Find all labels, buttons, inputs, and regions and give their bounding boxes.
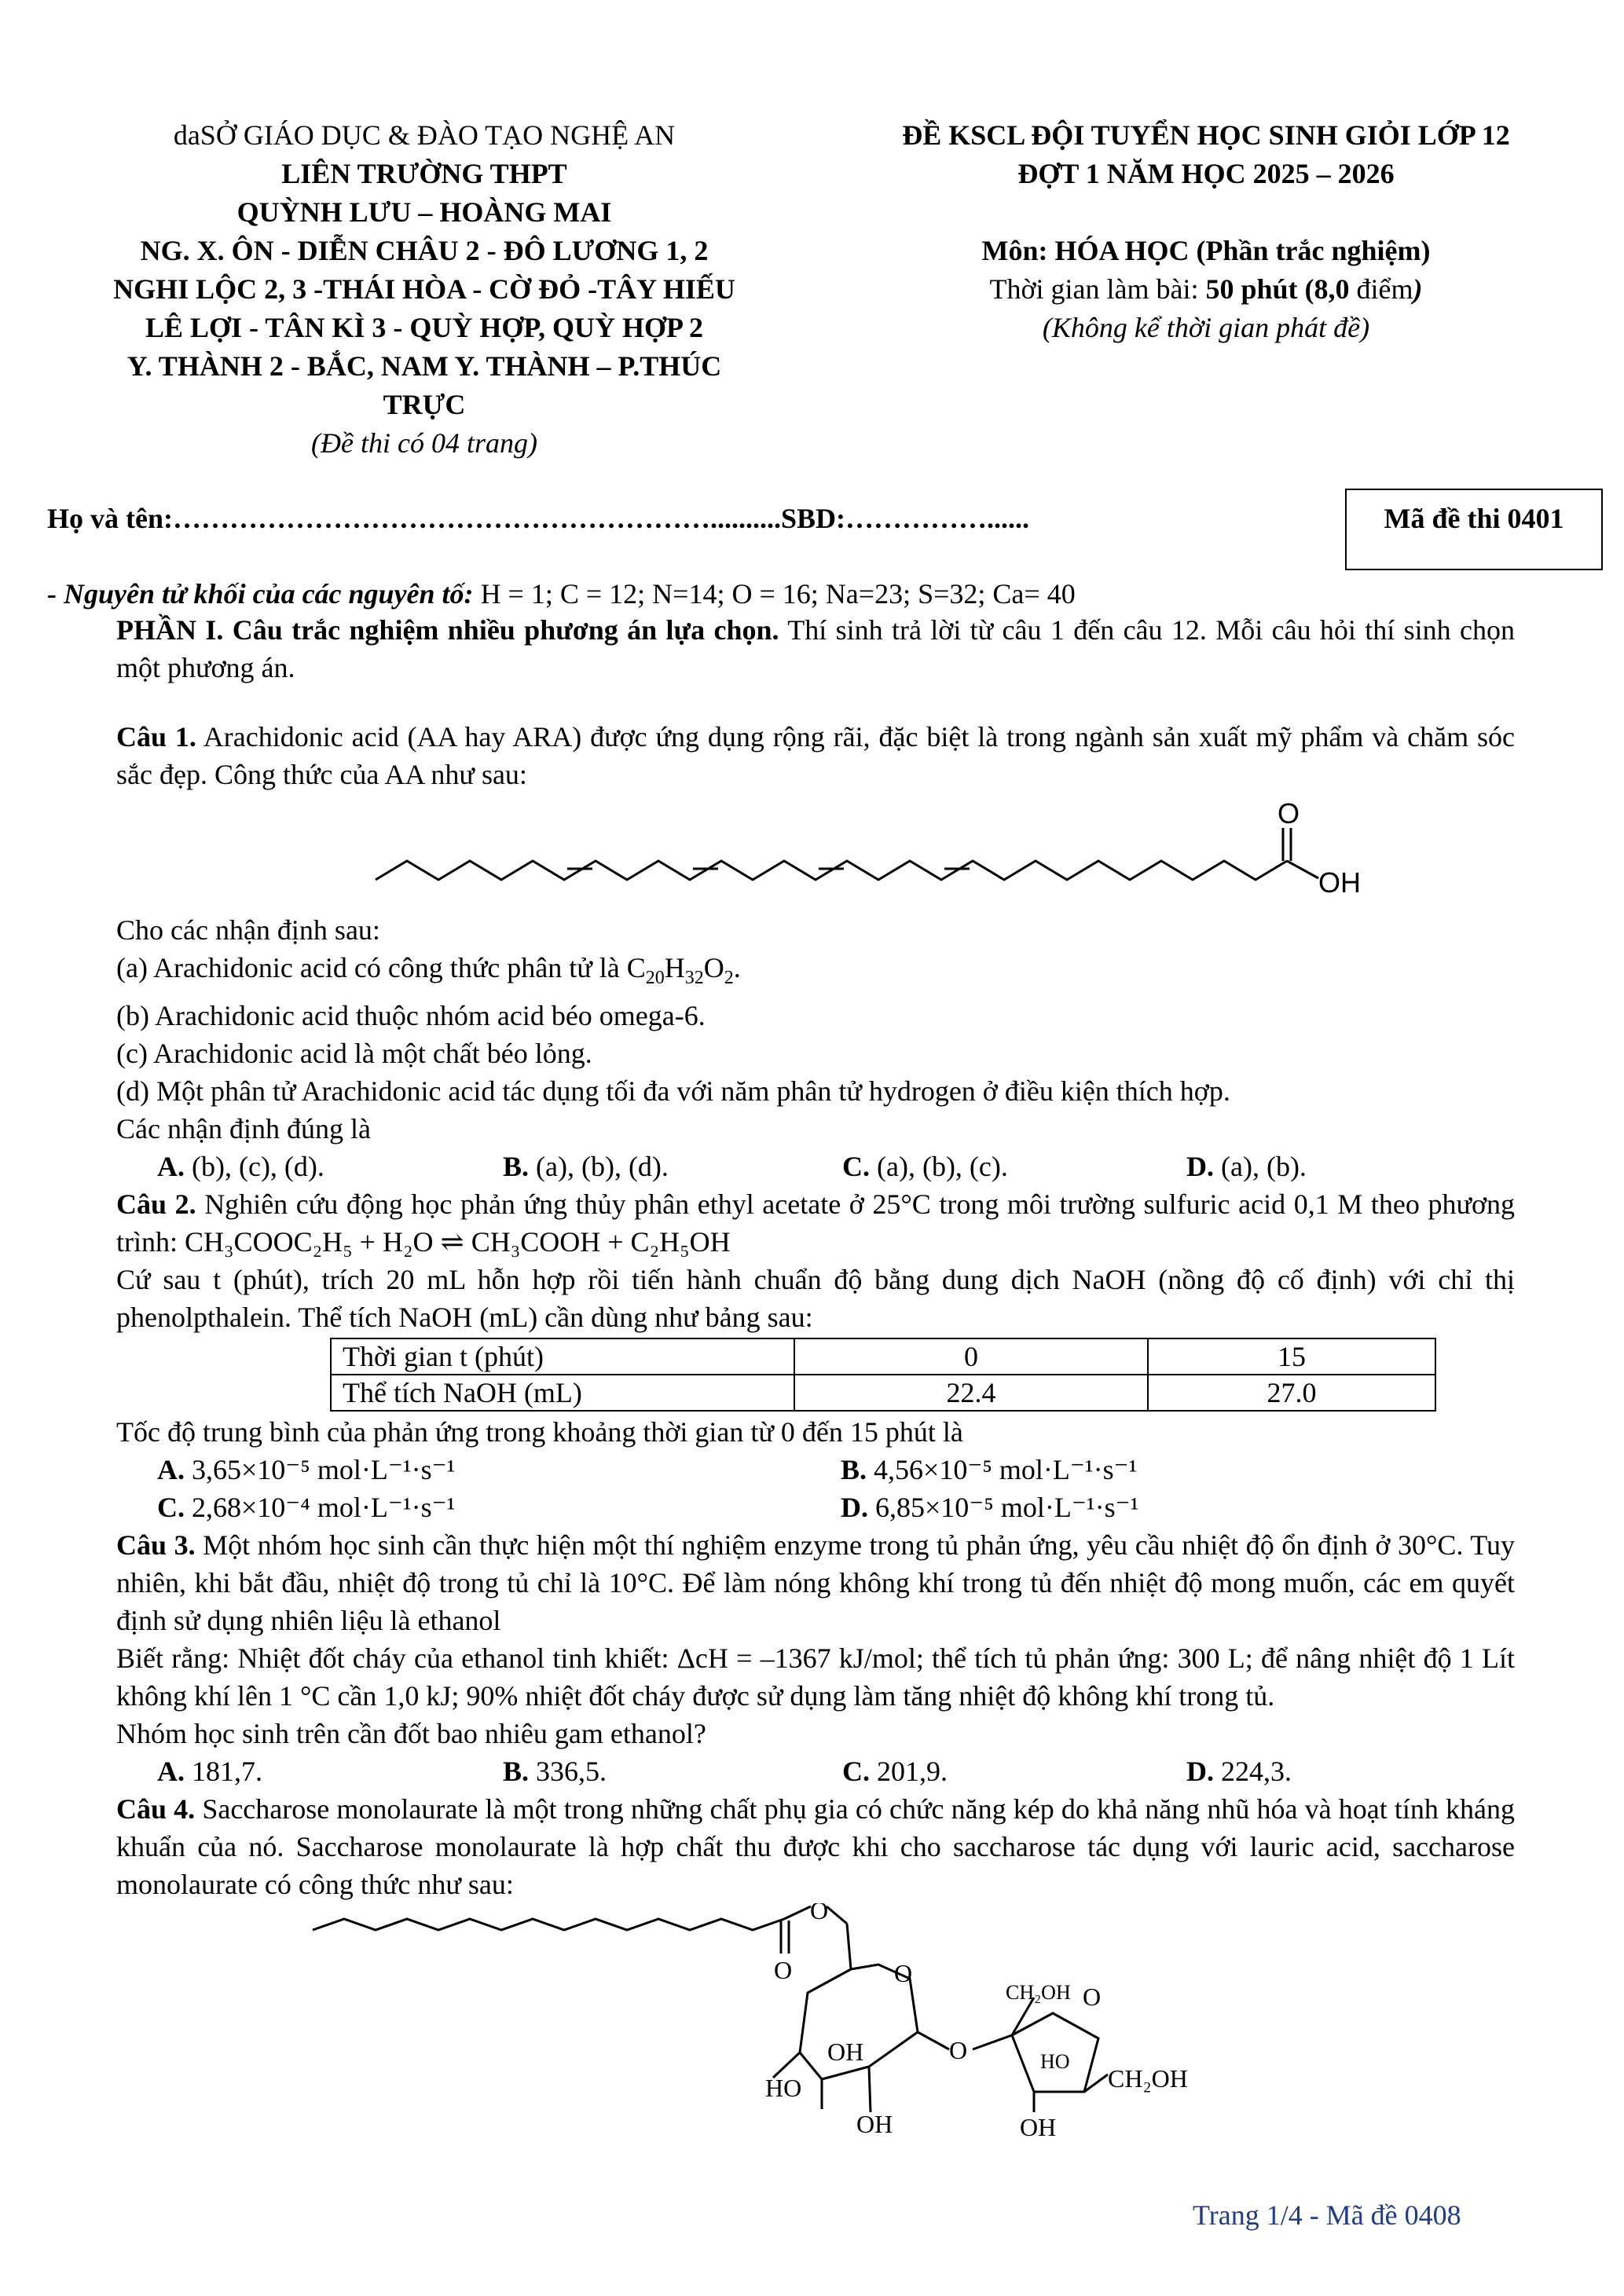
option-a[interactable]: A. (b), (c), (d). <box>157 1151 324 1183</box>
table-cell: Thể tích NaOH (mL) <box>331 1375 794 1411</box>
statement-c: (c) Arachidonic acid là một chất béo lỏng. <box>116 1038 592 1070</box>
atomic-masses: - Nguyên tử khối của các nguyên tố: H = 1; C = 12; N=14; O = 16; Na=23; S=32; Ca= 40 <box>47 578 1076 610</box>
option-a[interactable]: A. 3,65×10⁻⁵ mol·L⁻¹·s⁻¹ <box>157 1454 456 1486</box>
exam-code-box: Mã đề thi 0401 <box>1345 489 1603 570</box>
exam-header <box>833 116 1579 347</box>
question-2-ask: Tốc độ trung bình của phản ứng trong khoảng thời gian từ 0 đến 15 phút là <box>116 1416 963 1448</box>
school-group-line: TRỰC <box>383 389 466 420</box>
question-3-ask: Nhóm học sinh trên cần đốt bao nhiêu gam ethanol? <box>116 1718 706 1750</box>
option-c[interactable]: C. 2,68×10⁻⁴ mol·L⁻¹·s⁻¹ <box>157 1492 456 1524</box>
hydroxyl-label: OH <box>827 2038 864 2067</box>
option-c[interactable]: C. (a), (b), (c). <box>842 1151 1008 1183</box>
hydroxymethyl-label: CH₂OH <box>1006 1981 1071 2005</box>
option-b[interactable]: B. 336,5. <box>503 1756 607 1788</box>
school-group-line: NGHI LỘC 2, 3 -THÁI HÒA - CỜ ĐỎ -TÂY HIẾU <box>113 273 735 305</box>
question-3-data: Biết rằng: Nhiệt đốt cháy của ethanol tinh khiết: ΔcH = –1367 kJ/mol; thể tích tủ phản ứng: 300 L; để nâng nhiệt độ 1 Lít không khí lên 1 °C cần 1,0 kJ; 90% nhiệt đốt cháy được sử dụng làm tăng nhiệt độ không khí trong tủ. <box>116 1642 1515 1712</box>
statement-d: (d) Một phân tử Arachidonic acid tác dụng tối đa với năm phân tử hydrogen ở điều kiện thích hợp. <box>116 1075 1230 1108</box>
school-group-line: QUỲNH LƯU – HOÀNG MAI <box>236 196 612 228</box>
question-2: Câu 2. Nghiên cứu động học phản ứng thủy phân ethyl acetate ở 25°C trong môi trường sulfuric acid 0,1 M theo phương trình: CH₃COOC₂H₅ + H₂O ⇌ CH₃COOH + C₂H₅OH <box>116 1188 1515 1258</box>
carbonyl-oxygen-label: O <box>774 1956 793 1985</box>
option-b[interactable]: B. 4,56×10⁻⁵ mol·L⁻¹·s⁻¹ <box>841 1454 1138 1486</box>
option-c[interactable]: C. 201,9. <box>842 1756 948 1788</box>
hydroxyl-label: OH <box>1318 866 1361 899</box>
table-row <box>331 1375 1435 1411</box>
carbonyl-oxygen-label: O <box>1278 797 1300 829</box>
table-cell: 22.4 <box>794 1375 1148 1411</box>
school-group-title: LIÊN TRƯỜNG THPT <box>281 158 567 189</box>
exam-time-note: (Không kể thời gian phát đề) <box>1042 312 1370 343</box>
ring-oxygen-label: O <box>1083 1983 1102 2012</box>
exam-subject: Môn: HÓA HỌC (Phần trắc nghiệm) <box>981 235 1431 266</box>
candidate-name-line: Họ và tên:…………………………………………………..........SBD:……………...... <box>47 503 1029 534</box>
table-cell: 27.0 <box>1148 1375 1435 1411</box>
table-row <box>331 1338 1435 1375</box>
exam-body <box>116 611 1515 2139</box>
option-a[interactable]: A. 181,7. <box>157 1756 262 1788</box>
school-group-line: Y. THÀNH 2 - BẮC, NAM Y. THÀNH – P.THÚC <box>126 350 722 382</box>
school-header <box>63 116 786 463</box>
option-d[interactable]: D. (a), (b). <box>1186 1151 1307 1183</box>
exam-time: Thời gian làm bài: 50 phút (8,0 điểm) <box>989 273 1423 305</box>
question-2-options-row2 <box>116 1489 1515 1526</box>
arachidonic-acid-structure <box>116 793 1515 911</box>
hydroxyl-label: OH <box>856 2110 893 2139</box>
glycosidic-oxygen-label: O <box>949 2036 968 2065</box>
department-name: daSỞ GIÁO DỤC & ĐÀO TẠO NGHỆ AN <box>173 119 676 151</box>
statement-a: (a) Arachidonic acid có công thức phân tử là $C_{20}H_{32}O_2$. <box>116 952 741 989</box>
exam-title: ĐỀ KSCL ĐỘI TUYỂN HỌC SINH GIỎI LỚP 12 <box>902 119 1510 151</box>
table-cell: 0 <box>794 1338 1148 1375</box>
table-cell: 15 <box>1148 1338 1435 1375</box>
titration-table <box>330 1338 1436 1412</box>
hydroxymethyl-label: CH₂OH <box>1108 2064 1188 2093</box>
page-footer: Trang 1/4 - Mã đề 0408 <box>1193 2199 1461 2231</box>
hydroxyl-label: HO <box>765 2074 802 2103</box>
hydroxyl-label: HO <box>1040 2050 1070 2074</box>
ester-oxygen-label: O <box>810 1903 829 1925</box>
school-group-line: LÊ LỢI - TÂN KÌ 3 - QUỲ HỢP, QUỲ HỢP 2 <box>145 312 704 343</box>
exam-round: ĐỢT 1 NĂM HỌC 2025 – 2026 <box>1017 158 1395 189</box>
ring-oxygen-label: O <box>894 1959 913 1988</box>
question-1: Câu 1. Arachidonic acid (AA hay ARA) được ứng dụng rộng rãi, đặc biệt là trong ngành sản xuất mỹ phẩm và chăm sóc sắc đẹp. Công thức của AA như sau: <box>116 721 1515 790</box>
statements-intro: Cho các nhận định sau: <box>116 914 380 946</box>
question-2-options-row1 <box>116 1451 1515 1489</box>
option-b[interactable]: B. (a), (b), (d). <box>503 1151 669 1183</box>
part-heading: PHẦN I. Câu trắc nghiệm nhiều phương án lựa chọn. Thí sinh trả lời từ câu 1 đến câu 12. Mỗi câu hỏi thí sinh chọn một phương án. <box>116 614 1515 683</box>
page-count-note: (Đề thi có 04 trang) <box>311 427 537 459</box>
question-1-ask: Các nhận định đúng là <box>116 1113 371 1145</box>
table-cell: Thời gian t (phút) <box>331 1338 794 1375</box>
option-d[interactable]: D. 224,3. <box>1186 1756 1292 1788</box>
hydroxyl-label: OH <box>1020 2113 1057 2140</box>
question-4: Câu 4. Saccharose monolaurate là một trong những chất phụ gia có chức năng kép do khả năng nhũ hóa và hoạt tính kháng khuẩn của nó. Saccharose monolaurate là hợp chất thu được khi cho saccharose tác dụng với lauric acid, saccharose monolaurate có công thức như sau: <box>116 1793 1515 1901</box>
question-2-procedure: Cứ sau t (phút), trích 20 mL hỗn hợp rồi tiến hành chuẩn độ bằng dung dịch NaOH (nồng độ cố định) với chỉ thị phenolpthalein. Thể tích NaOH (mL) cần dùng như bảng sau: <box>116 1264 1515 1334</box>
question-3-options <box>116 1752 1515 1790</box>
question-1-options <box>116 1148 1515 1185</box>
school-group-line: NG. X. ÔN - DIỄN CHÂU 2 - ĐÔ LƯƠNG 1, 2 <box>140 235 709 266</box>
saccharose-monolaurate-structure <box>116 1903 1515 2139</box>
statement-b: (b) Arachidonic acid thuộc nhóm acid béo omega-6. <box>116 1000 706 1032</box>
question-3: Câu 3. Một nhóm học sinh cần thực hiện một thí nghiệm enzyme trong tủ phản ứng, yêu cầu nhiệt độ ổn định ở 30°C. Tuy nhiên, khi bắt đầu, nhiệt độ trong tủ chỉ là 10°C. Để làm nóng không khí trong tủ đến nhiệt độ mong muốn, các em quyết định sử dụng nhiên liệu là ethanol <box>116 1529 1515 1637</box>
option-d[interactable]: D. 6,85×10⁻⁵ mol·L⁻¹·s⁻¹ <box>841 1492 1139 1524</box>
